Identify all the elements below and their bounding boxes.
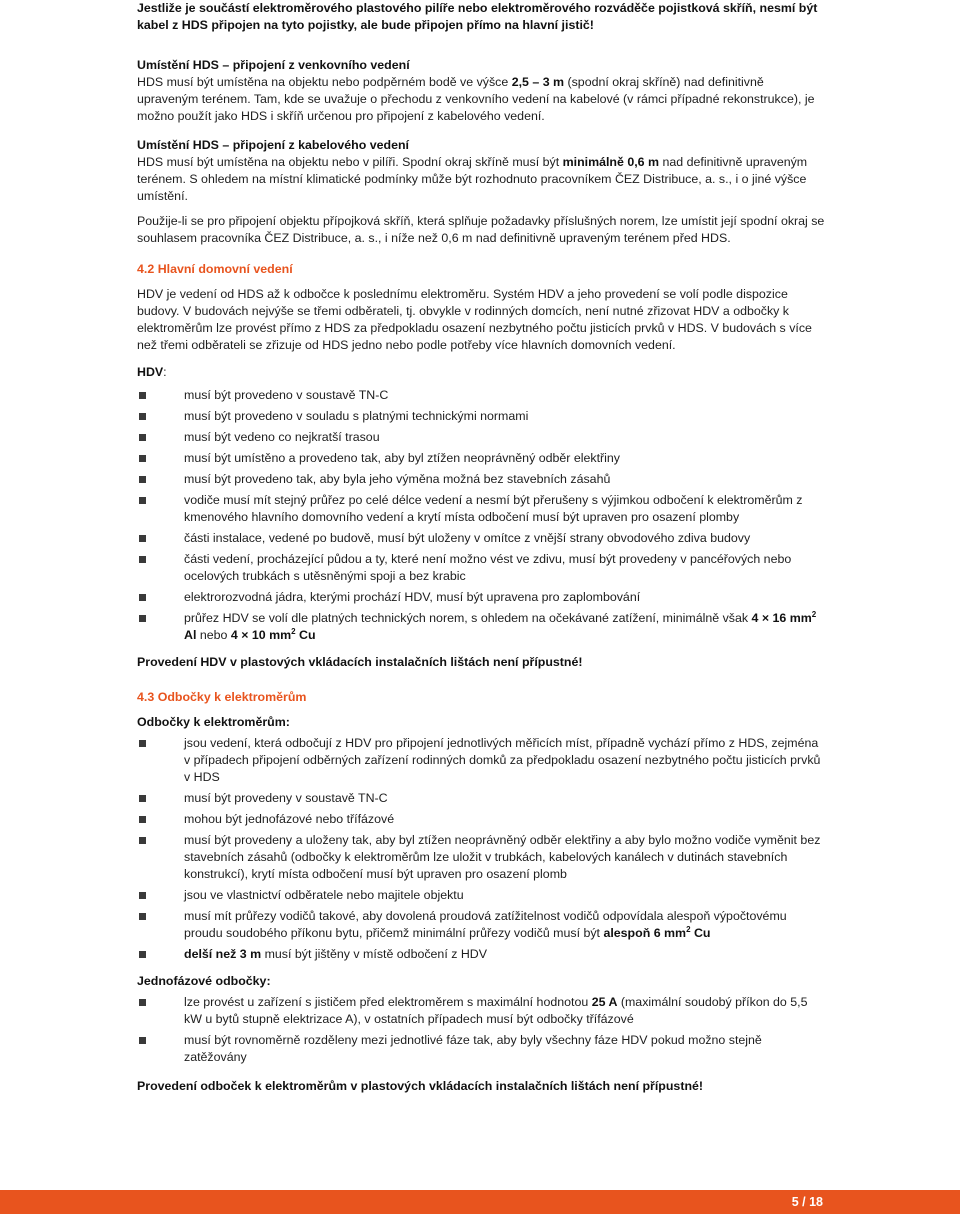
list-item: musí být provedeny a uloženy tak, aby byl ztížen neoprávněný odběr elektřiny a aby bylo možno vodiče vyměnit bez stavebních zásahů (odbočky k elektroměrům lze uložit v trubkách, kabelových kanálech v dutinách stavebních konstrukcí), krytí místa odbočení musí být upraven pro osazení plomb: [137, 832, 827, 883]
text-run: (spodní okraj skříně) nad definitivně upraveným terénem. Tam, kde se uvažuje o přechodu z venkovního vedení na kabelové (v rámci případné rekonstrukce), je možno použít jako HDS i skříň určenou pro připojení z kabelového vedení.: [137, 75, 815, 123]
section-title: Odbočky k elektroměrům: [157, 690, 307, 704]
hds-cable-title: Umístění HDS – připojení z kabelového vedení: [137, 138, 409, 152]
hds-overhead-title: Umístění HDS – připojení z venkovního vedení: [137, 58, 410, 72]
text-run: HDS musí být umístěna na objektu nebo podpěrném bodě ve výšce: [137, 75, 512, 89]
list-item: musí být vedeno co nejkratší trasou: [137, 429, 827, 446]
list-item: [137, 908, 827, 942]
superscript: 2: [686, 924, 691, 934]
length-value: delší než 3 m: [184, 947, 262, 961]
min-height-value: minimálně 0,6 m: [562, 155, 660, 169]
al-cross-section: 4 × 16 mm: [751, 611, 812, 625]
list-item: vodiče musí mít stejný průřez po celé délce vedení a nesmí být přerušeny s výjimkou odbočení k elektroměrům z kmenového hlavního domovního vedení a krytí místa odbočení musí být upraven pro osazení plomby: [137, 492, 827, 526]
list-item: části vedení, procházející půdou a ty, které není možno vést ve zdivu, musí být provedeny v pancéřových nebo ocelových trubkách s utěsněnými spoji a bez krabic: [137, 551, 827, 585]
list-item: musí být provedeno v souladu s platnými technickými normami: [137, 408, 827, 425]
superscript: 2: [811, 609, 817, 619]
section-4-2-heading: [137, 261, 827, 278]
hds-overhead-text: [137, 74, 827, 125]
odbocky-warning: Provedení odboček k elektroměrům v plastových vkládacích instalačních lištách není přípustné!: [137, 1079, 704, 1093]
text-run: HDS musí být umístěna na objektu nebo v pilíři. Spodní okraj skříně musí být: [137, 155, 563, 169]
text-run: musí být jištěny v místě odbočení z HDV: [261, 947, 488, 961]
hdv-label-text: HDV: [137, 365, 164, 379]
page-content: [137, 0, 827, 1095]
section-number: 4.3: [137, 690, 155, 704]
list-item: jsou ve vlastnictví odběratele nebo majitele objektu: [137, 887, 827, 904]
list-item: musí být provedeno tak, aby byla jeho výměna možná bez stavebních zásahů: [137, 471, 827, 488]
text-run: nad definitivně upraveným terénem. S ohledem na místní klimatické podmínky může být rozhodnuto pracovníkem ČEZ Distribuce, a. s., i o jiné výšce umístění.: [137, 155, 808, 203]
intro-warning: Jestliže je součástí elektroměrového plastového pilíře nebo elektroměrového rozváděče pojistková skříň, nesmí být kabel z HDS připojen na tyto pojistky, ale bude připojen přímo na hlavní jistič!: [137, 1, 818, 32]
text-run: lze provést u zařízení s jističem před elektroměrem s maximální hodnotou: [184, 995, 592, 1009]
list-item: elektrorozvodná jádra, kterými prochází HDV, musí být upravena pro zaplombování: [137, 589, 827, 606]
hdv-label-colon: :: [163, 365, 167, 379]
hdv-label: [137, 364, 827, 381]
section-title: Hlavní domovní vedení: [157, 262, 293, 276]
list-item: musí být provedeno v soustavě TN-C: [137, 387, 827, 404]
text-run: musí mít průřezy vodičů takové, aby dovolená proudová zatížitelnost vodičů odpovídala alespoň výpočtovému proudu soudobého příkonu bytu, přičemž minimální průřezy vodičů musí být: [184, 909, 787, 940]
al-label: Al: [184, 628, 197, 642]
list-item: mohou být jednofázové nebo třífázové: [137, 811, 827, 828]
hds-cable-text: [137, 154, 827, 205]
hdv-list: [137, 387, 827, 644]
list-item: části instalace, vedené po budově, musí být uloženy v omítce z vnější strany obvodového zdiva budovy: [137, 530, 827, 547]
list-item: [137, 610, 827, 644]
odbocky-list: [137, 735, 827, 963]
cu-label: Cu: [295, 628, 316, 642]
single-phase-list: [137, 994, 827, 1066]
superscript: 2: [291, 626, 296, 636]
text-run: nebo: [196, 628, 231, 642]
section-number: 4.2: [137, 262, 155, 276]
section-4-2-text: HDV je vedení od HDS až k odbočce k poslednímu elektroměru. Systém HDV a jeho provedení se volí podle dispozice budovy. V budovách nejvýše se třemi odběrateli, tj. obvykle v rodinných domcích, není nutné zřizovat HDV a odbočky k elektroměrům lze provést přímo z HDS za předpokladu osazení nezbytného počtu jisticích prvků v HDS. V budovách s více než třemi odběrateli se zřizuje od HDS jedno nebo podle potřeby více hlavních domovních vedení.: [137, 287, 812, 352]
height-value: 2,5 – 3 m: [511, 75, 565, 89]
list-item: [137, 994, 827, 1028]
cu-label: Cu: [690, 926, 711, 940]
list-item: musí být rovnoměrně rozděleny mezi jednotlivé fáze tak, aby byly všechny fáze HDV pokud možno stejně zatěžovány: [137, 1032, 827, 1066]
page-number: 5 / 18: [791, 1195, 823, 1209]
min-cross-section: alespoň 6 mm: [603, 926, 687, 940]
odbocky-subtitle: Odbočky k elektroměrům:: [137, 715, 290, 729]
text-run: (maximální soudobý příkon do 5,5 kW u bytů stupně elektrizace A), v ostatních případech musí být odbočky třífázové: [184, 995, 808, 1026]
hdv-warning: Provedení HDV v plastových vkládacích instalačních lištách není přípustné!: [137, 655, 583, 669]
text-run: průřez HDV se volí dle platných technických norem, s ohledem na očekávané zatížení, minimálně však: [184, 611, 752, 625]
section-4-3-heading: [137, 689, 827, 706]
list-item: jsou vedení, která odbočují z HDV pro připojení jednotlivých měřicích míst, případně vychází přímo z HDS, zejména v případech připojení odběrných zařízení rodinných domků za předpokladu osazení nezbytného počtu jisticích prvků v HDS: [137, 735, 827, 786]
list-item: [137, 946, 827, 963]
breaker-value: 25 A: [591, 995, 618, 1009]
cu-cross-section: 4 × 10 mm: [230, 628, 292, 642]
list-item: musí být provedeny v soustavě TN-C: [137, 790, 827, 807]
list-item: musí být umístěno a provedeno tak, aby byl ztížen neoprávněný odběr elektřiny: [137, 450, 827, 467]
hds-cable-text-2: Použije-li se pro připojení objektu přípojková skříň, která splňuje požadavky příslušných norem, lze umístit její spodní okraj se souhlasem pracovníka ČEZ Distribuce, a. s., i níže než 0,6 m nad definitivně upraveným terénem před HDS.: [137, 214, 825, 245]
page-footer: [0, 1190, 960, 1214]
single-phase-subtitle: Jednofázové odbočky:: [137, 974, 271, 988]
